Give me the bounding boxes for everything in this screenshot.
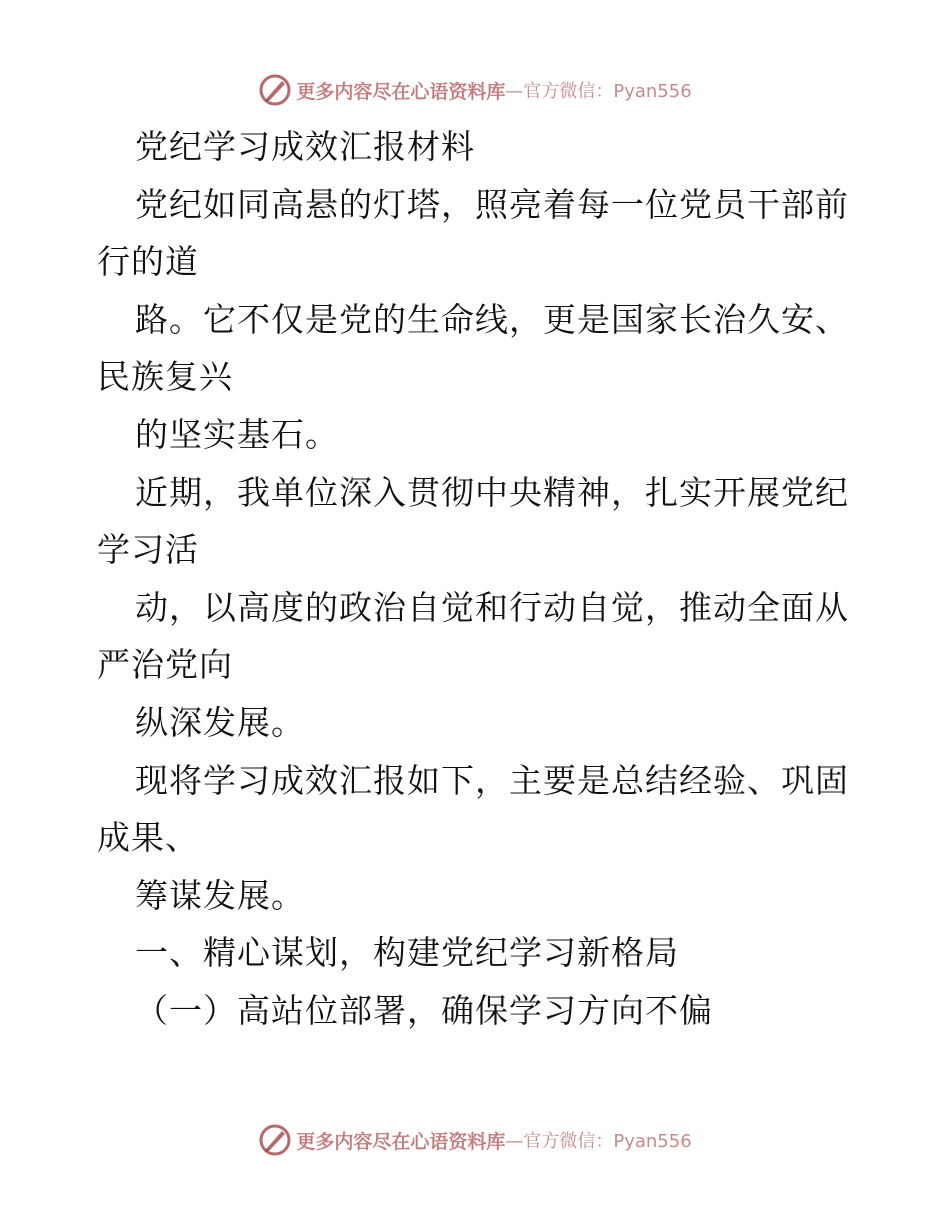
- text-line: 行的道: [97, 242, 199, 282]
- watermark-text: 更多内容尽在心语资料库: [296, 1130, 506, 1153]
- watermark-text: 更多内容尽在心语资料库: [296, 80, 506, 103]
- text-line: 筹谋发展。: [135, 875, 305, 915]
- watermark-contact: —官方微信：Pyan556: [505, 1131, 692, 1152]
- text-line: 一、精心谋划，构建党纪学习新格局: [135, 933, 679, 973]
- text-line: 动，以高度的政治自觉和行动自觉，推动全面从: [135, 587, 849, 627]
- document-body: [97, 118, 857, 1040]
- text-line: 纵深发展。: [135, 702, 305, 742]
- text-line: 现将学习成效汇报如下，主要是总结经验、巩固: [135, 760, 849, 800]
- text-line: 学习活: [97, 530, 199, 570]
- watermark-banner-top: [0, 70, 950, 110]
- text-line: 路。它不仅是党的生命线，更是国家长治久安、: [135, 299, 849, 339]
- watermark-banner-bottom: [0, 1120, 950, 1160]
- watermark-contact: —官方微信：Pyan556: [505, 81, 692, 102]
- pen-circle-logo-icon: [258, 73, 292, 107]
- text-line: 严治党向: [97, 645, 233, 685]
- text-line: 民族复兴: [97, 357, 233, 397]
- text-line: 近期，我单位深入贯彻中央精神，扎实开展党纪: [135, 472, 849, 512]
- text-line: 的坚实基石。: [135, 414, 339, 454]
- pen-circle-logo-icon: [258, 1123, 292, 1157]
- text-line: 党纪如同高悬的灯塔，照亮着每一位党员干部前: [135, 184, 849, 224]
- text-line: 成果、: [97, 818, 199, 858]
- text-line: 党纪学习成效汇报材料: [135, 127, 475, 166]
- text-line: （一）高站位部署，确保学习方向不偏: [135, 990, 713, 1030]
